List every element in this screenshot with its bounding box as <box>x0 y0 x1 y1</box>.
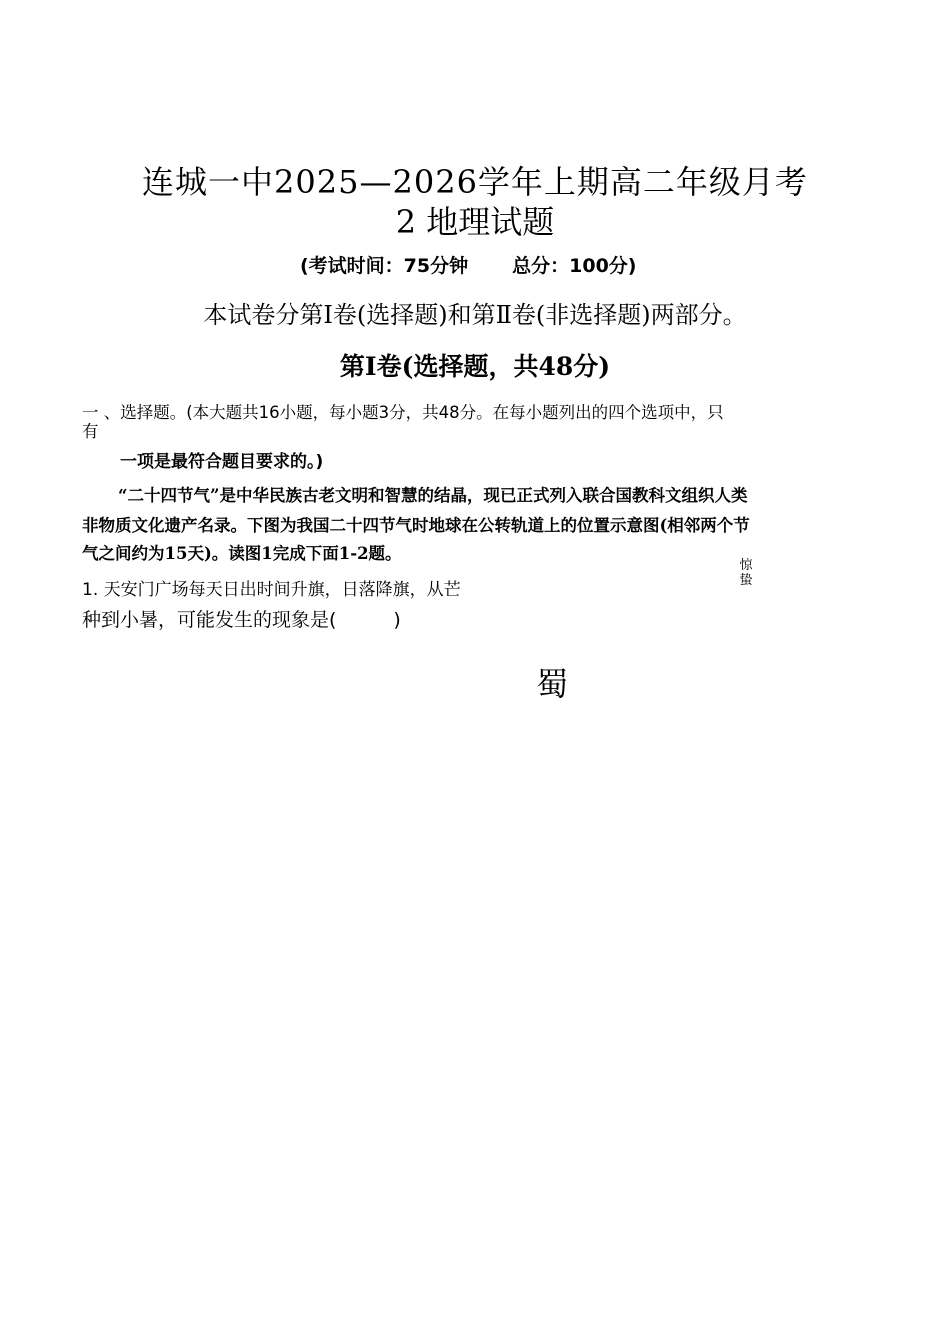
exam-title-line2: 2 地理试题 <box>395 203 555 241</box>
exam-title-line1: 连城一中2025—2026学年上期高二年级月考 <box>142 163 808 201</box>
section-instruction-line1: 一 、选择题。(本大题共16小题，每小题3分，共48分。在每小题列出的四个选项中，只 <box>82 403 724 422</box>
question1-stem-line2: 种到小暑，可能发生的现象是( ) <box>82 609 401 631</box>
exam-info <box>300 252 636 280</box>
section-instruction-line2: 一项是最符合题目要求的。) <box>120 452 324 472</box>
section-heading: 第Ⅰ卷(选择题，共48分) <box>339 352 611 381</box>
figure-label-jingzhe: 惊蛰 <box>739 558 753 588</box>
passage-line1: “二十四节气”是中华民族古老文明和智慧的结晶，现已正式列入联合国教科文组织人类 <box>118 486 748 505</box>
passage-line3: 气之间约为15天)。读图1完成下面1-2题。 <box>82 544 402 563</box>
section-instruction-line1b: 有 <box>82 422 99 441</box>
question1-stem-line1: 1. 天安门广场每天日出时间升旗，日落降旗，从芒 <box>82 580 461 600</box>
exam-time: (考试时间：75分钟 <box>300 255 469 277</box>
passage-line2: 非物质文化遗产名录。下图为我国二十四节气时地球在公转轨道上的位置示意图(相邻两个节 <box>82 516 750 535</box>
figure-label-large: 蜀 <box>536 665 569 703</box>
total-score: 总分：100分) <box>512 255 637 277</box>
paper-intro: 本试卷分第Ⅰ卷(选择题)和第Ⅱ卷(非选择题)两部分。 <box>203 301 747 329</box>
